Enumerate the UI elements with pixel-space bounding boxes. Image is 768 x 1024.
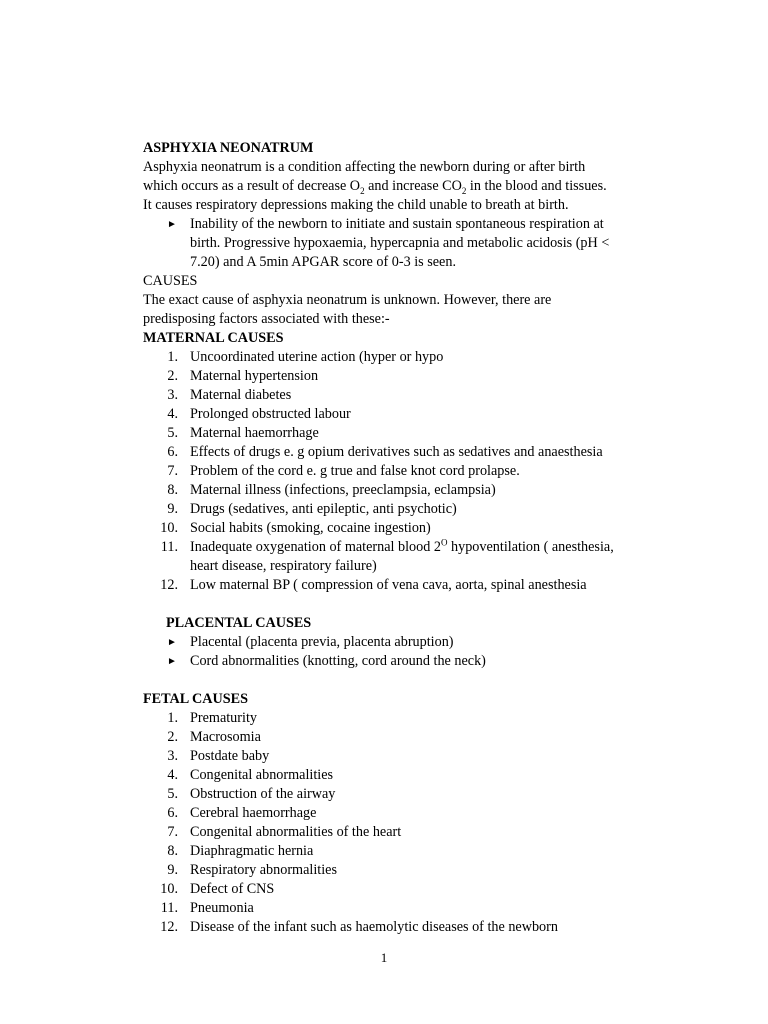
list-item: 9. Respiratory abnormalities [167,862,337,878]
bullet-arrow-icon: ► [167,637,177,648]
list-item: 1. Prematurity [167,710,257,726]
page-number: 1 [380,950,388,965]
list-item: 12. Low maternal BP ( compression of vena cava, aorta, spinal anesthesia [160,577,587,593]
intro-line-3: It causes respiratory depressions making the child unable to breath at birth. [143,197,569,213]
document-page [143,139,663,937]
list-item: 8. Diaphragmatic hernia [167,843,314,859]
intro-bullet-cont-1: birth. Progressive hypoxaemia, hypercapnia and metabolic acidosis (pH < [190,235,610,251]
list-item: 7. Congenital abnormalities of the heart [167,824,402,840]
intro-line-2: which occurs as a result of decrease $O_2$ and increase $CO_2$ in the blood and tissues. [143,178,607,196]
causes-text-1: The exact cause of asphyxia neonatrum is unknown. However, there are [143,292,552,308]
list-item: 1. Uncoordinated uterine action (hyper or hypo [167,349,444,365]
bullet-item: ► Cord abnormalities (knotting, cord around the neck) [167,653,486,669]
list-item: 3. Maternal diabetes [167,387,292,403]
list-item: 5. Obstruction of the airway [167,786,336,802]
maternal-list [143,348,663,538]
causes-text-2: predisposing factors associated with these:- [143,311,390,327]
list-item: 11. Pneumonia [160,900,254,916]
placental-list [143,633,663,671]
list-item: 4. Prolonged obstructed labour [167,406,351,422]
bullet-item: ► Placental (placenta previa, placenta abruption) [167,634,454,650]
list-item: 10. Social habits (smoking, cocaine ingestion) [160,520,431,536]
fetal-heading: FETAL CAUSES [143,691,248,707]
list-item: 4. Congenital abnormalities [167,767,334,783]
list-item: 2. Maternal hypertension [167,368,319,384]
bullet-arrow-icon: ► [167,219,177,230]
placental-heading: PLACENTAL CAUSES [166,615,312,631]
intro-bullet-item: ► Inability of the newborn to initiate and sustain spontaneous respiration at [167,216,604,232]
list-item: 10. Defect of CNS [160,881,275,897]
intro-line-1: Asphyxia neonatrum is a condition affecting the newborn during or after birth [143,159,586,175]
bullet-arrow-icon: ► [167,656,177,667]
list-item: 11. Inadequate oxygenation of maternal blood $2^O$ hypoventilation ( anesthesia, [160,537,614,555]
list-item: 5. Maternal haemorrhage [167,425,319,441]
document-title: ASPHYXIA NEONATRUM [143,140,314,156]
list-item: 7. Problem of the cord e. g true and false knot cord prolapse. [167,463,520,479]
maternal-heading: MATERNAL CAUSES [143,330,284,346]
list-item: 6. Effects of drugs e. g opium derivatives such as sedatives and anaesthesia [167,444,603,460]
intro-bullet-cont-2: 7.20) and A 5min APGAR score of 0-3 is seen. [190,254,456,270]
causes-heading: CAUSES [143,273,198,289]
list-item: 9. Drugs (sedatives, anti epileptic, anti psychotic) [167,501,457,517]
list-item: 3. Postdate baby [167,748,270,764]
list-item-cont: heart disease, respiratory failure) [190,558,377,574]
list-item: 12. Disease of the infant such as haemolytic diseases of the newborn [160,919,558,935]
list-item: 2. Macrosomia [167,729,261,745]
list-item: 6. Cerebral haemorrhage [167,805,317,821]
fetal-list [143,709,663,937]
list-item: 8. Maternal illness (infections, preeclampsia, eclampsia) [167,482,496,498]
